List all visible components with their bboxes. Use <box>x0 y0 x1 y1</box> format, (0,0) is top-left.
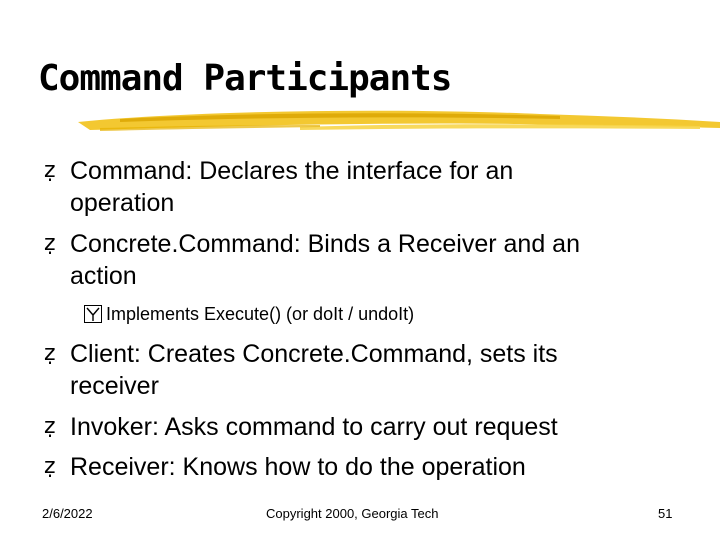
y-box-bullet-icon <box>84 305 102 323</box>
z-bullet-icon: ẓ <box>44 158 56 183</box>
z-bullet-icon: ẓ <box>44 231 56 256</box>
footer-copyright: Copyright 2000, Georgia Tech <box>266 506 439 521</box>
z-bullet-icon: ẓ <box>44 341 56 366</box>
z-bullet-icon: ẓ <box>44 454 56 479</box>
title-underline-brush <box>0 100 720 140</box>
footer-page-number: 51 <box>658 506 673 521</box>
footer-date: 2/6/2022 <box>42 506 93 521</box>
z-bullet-icon: ẓ <box>44 414 56 439</box>
slide-title: Command Participants <box>38 58 452 99</box>
